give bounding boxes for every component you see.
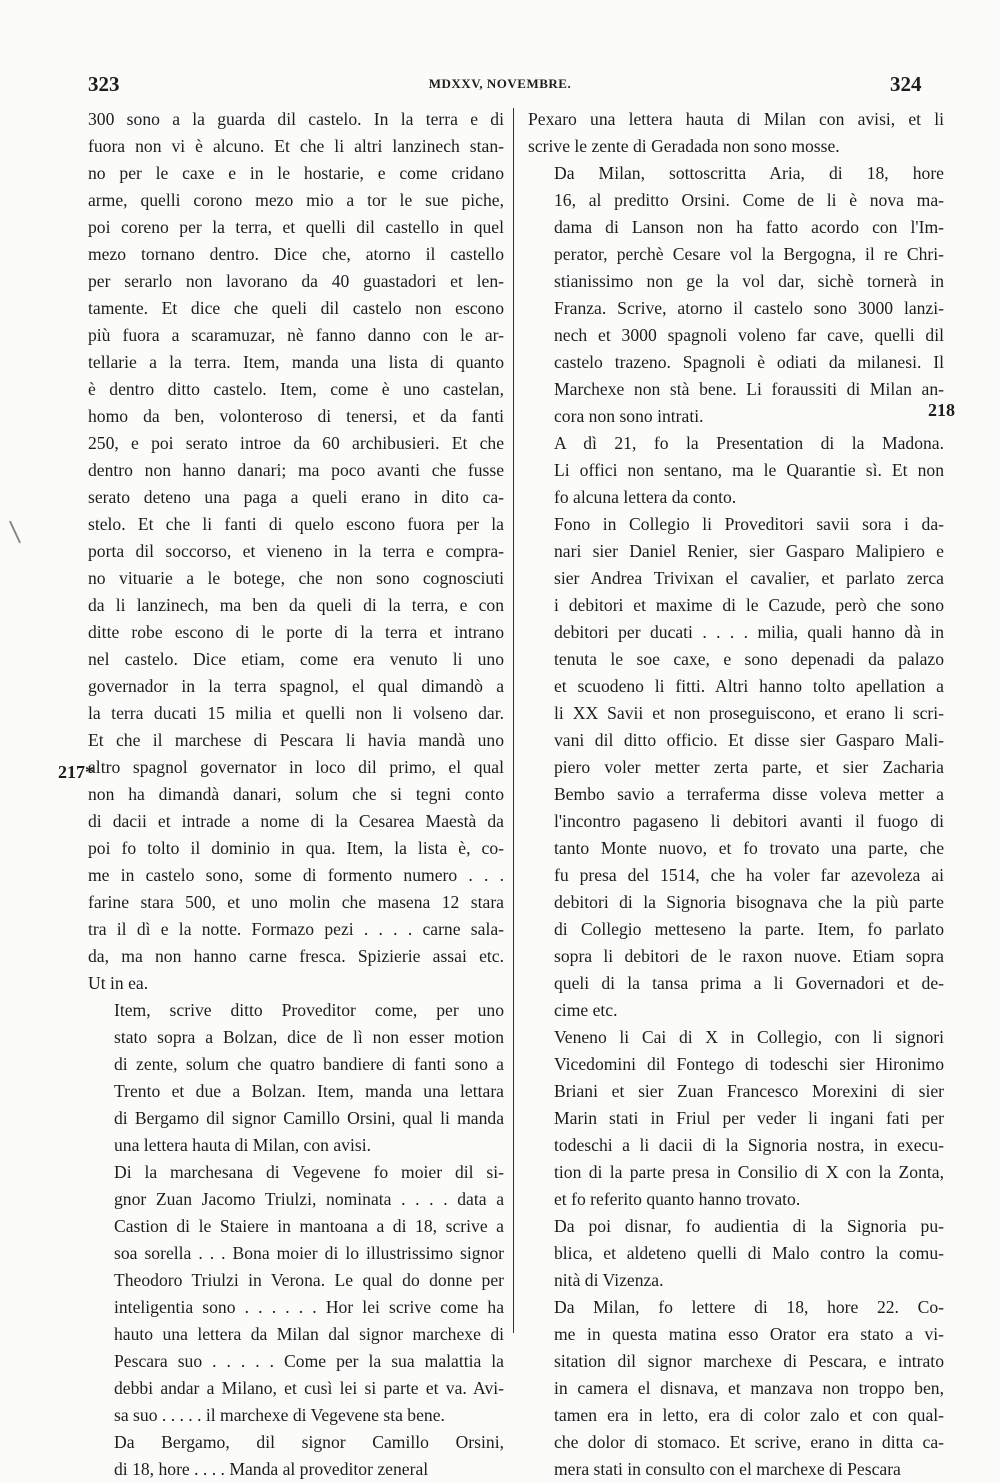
- text-line: tamen era in letto, era di color zalo et con qual-: [554, 1405, 944, 1425]
- text-line: di zente, solum che quatro bandiere di fanti sono a: [114, 1054, 504, 1074]
- text-line: Bembo savio a terraferma disse voleva metter a: [554, 784, 944, 804]
- text-line: Marin stati in Friul per veder li ingani fati per: [554, 1108, 944, 1128]
- text-line: cime etc.: [554, 1000, 618, 1020]
- text-line: fuora non vi è alcuno. Et che li altri lanzinech stan-: [88, 136, 504, 156]
- margin-note-left: 217*: [58, 762, 94, 782]
- text-line: per serarlo non lavorano da 40 guastadori et len-: [88, 271, 504, 291]
- text-line: scrive le zente di Geradada non sono mosse.: [528, 136, 840, 156]
- paragraph: [528, 1294, 944, 1483]
- text-line: Veneno li Cai di X in Collegio, con li signori: [554, 1027, 944, 1047]
- paragraph: [88, 1159, 504, 1429]
- text-line: inteligentia sono . . . . . . Hor lei scrive come ha: [114, 1297, 504, 1317]
- text-line: et scuodeno li fitti. Altri hanno tolto apellation a: [554, 676, 944, 696]
- text-line: mezo tornano dentro. Dice che, atorno il castello: [88, 244, 504, 264]
- text-line: è dentro ditto castelo. Item, come è uno castelan,: [88, 379, 504, 399]
- paragraph: [528, 160, 944, 430]
- text-line: soa sorella . . . Bona moier di lo illustrissimo signor: [114, 1243, 504, 1263]
- text-line: in camera el disnava, et manzava non troppo ben,: [554, 1378, 944, 1398]
- text-line: castelo trazeno. Spagnoli è odiati da milanesi. Il: [554, 352, 944, 372]
- text-line: Briani et sier Zuan Francesco Morexini di sier: [554, 1081, 944, 1101]
- text-line: cora non sono intrati.: [554, 406, 704, 426]
- text-line: 16, al preditto Orsini. Come de li è nova ma-: [554, 190, 944, 210]
- text-line: che dolor di stomaco. Et scrive, erano in ditta ca-: [554, 1432, 944, 1452]
- text-line: dama di Lanson non ha fatto acordo con l'Im-: [554, 217, 944, 237]
- text-line: Pexaro una lettera hauta di Milan con avisi, et li: [528, 109, 944, 129]
- text-line: l'incontro pagaseno li debitori avanti il fuogo di: [554, 811, 944, 831]
- text-line: Da Bergamo, dil signor Camillo Orsini,: [114, 1432, 504, 1452]
- paragraph: [88, 997, 504, 1159]
- text-line: Ut in ea.: [88, 973, 149, 993]
- text-line: Castion di le Staiere in mantoana a di 18, scrive a: [114, 1216, 504, 1236]
- text-line: Li offici non sentano, ma le Quarantie sì. Et non: [554, 460, 944, 480]
- text-line: nech et 3000 spagnoli voleno far cave, quelli dil: [554, 325, 944, 345]
- text-line: la terra ducati 15 milia et quelli non li volseno dar.: [88, 703, 504, 723]
- text-line: tra il dì e la notte. Formazo pezi . . . . carne sala-: [88, 919, 504, 939]
- text-line: no per le caxe e in le hostarie, e come cridano: [88, 163, 504, 183]
- text-line: hauto una lettera da Milan dal signor marchexe di: [114, 1324, 504, 1344]
- text-line: di dacii et intrade a nome di la Cesarea Maestà da: [88, 811, 504, 831]
- column-divider: [513, 108, 514, 1333]
- text-line: di Bergamo dil signor Camillo Orsini, qual li manda: [114, 1108, 504, 1128]
- text-line: da li lanzinech, ma ben da queli di la terra, e con: [88, 595, 504, 615]
- text-line: poi coreno per la terra, et quelli dil castello in quel: [88, 217, 504, 237]
- text-line: tion di la parte presa in Consilio di X con la Zonta,: [554, 1162, 944, 1182]
- paragraph: [528, 106, 944, 160]
- paragraph: [528, 511, 944, 1024]
- text-line: 300 sono a la guarda dil castelo. In la terra e di: [88, 109, 504, 129]
- text-line: Et che il marchese di Pescara li havia mandà uno: [88, 730, 504, 750]
- right-text-column: [528, 106, 944, 1483]
- stray-mark: [9, 521, 21, 544]
- text-line: Trento et due a Bolzan. Item, manda una lettara: [114, 1081, 504, 1101]
- text-line: queli di la tansa prima a li Governadori et de-: [554, 973, 944, 993]
- text-line: di 18, hore . . . . Manda al proveditor zeneral: [114, 1459, 429, 1479]
- text-line: stelo. Et che li fanti di quelo escono fuora per la: [88, 514, 504, 534]
- text-line: piero voler metter zerta parte, et sier Zacharia: [554, 757, 944, 777]
- text-line: vani dil ditto officio. Et disse sier Gasparo Mali-: [554, 730, 944, 750]
- text-line: debbi andar a Milano, et cusì lei si parte et va. Avi-: [114, 1378, 504, 1398]
- text-line: altro spagnol governator in loco dil primo, el qual: [88, 757, 504, 777]
- text-line: blica, et aldeteno quelli di Malo contro la comu-: [554, 1243, 944, 1263]
- text-line: poi fo tolto il dominio in qua. Item, la lista è, co-: [88, 838, 504, 858]
- text-line: tamente. Et dice che queli dil castelo non escono: [88, 298, 504, 318]
- paragraph: [528, 430, 944, 511]
- text-line: ditte robe escono di le porte di la terra et intrano: [88, 622, 504, 642]
- text-line: et fo referito quanto hanno trovato.: [554, 1189, 801, 1209]
- text-line: porta dil soccorso, et vieneno in la terra e compra-: [88, 541, 504, 561]
- text-line: nel castelo. Dice etiam, come era venuto li uno: [88, 649, 504, 669]
- text-line: mera stati in consulto con el marchexe di Pescara: [554, 1459, 901, 1479]
- text-line: Marchexe non stà bene. Li foraussiti di Milan an-: [554, 379, 944, 399]
- text-line: governador in la terra spagnol, el qual dimandò a: [88, 676, 504, 696]
- text-line: 250, e poi serato introe da 60 archibusieri. Et che: [88, 433, 504, 453]
- text-line: Vicedomini dil Fontego di todeschi sier Hironimo: [554, 1054, 944, 1074]
- text-line: tellarie a la terra. Item, manda una lista di quanto: [88, 352, 504, 372]
- text-line: farine stara 500, et uno molin che masena 12 stara: [88, 892, 504, 912]
- text-line: sa suo . . . . . il marchexe di Vegevene sta bene.: [114, 1405, 445, 1425]
- text-line: gnor Zuan Jacomo Triulzi, nominata . . . . data a: [114, 1189, 504, 1209]
- text-line: perator, perchè Cesare vol la Bergogna, il re Chri-: [554, 244, 944, 264]
- text-line: di Collegio metteseno la parte. Item, fo parlato: [554, 919, 944, 939]
- text-line: sier Andrea Trivixan el cavalier, et parlato zerca: [554, 568, 944, 588]
- text-line: Da Milan, fo lettere di 18, hore 22. Co-: [554, 1297, 944, 1317]
- text-line: Pescara suo . . . . . Come per la sua malattia la: [114, 1351, 504, 1371]
- text-line: serato deteno una paga a queli erano in dito ca-: [88, 487, 504, 507]
- text-line: homo da ben, volonteroso di tenersi, et da fanti: [88, 406, 504, 426]
- text-line: da, ma non hanno carne fresca. Spizierie assai etc.: [88, 946, 504, 966]
- text-line: stato sopra a Bolzan, dice de lì non esser motion: [114, 1027, 504, 1047]
- text-line: più fuora a scaramuzar, nè fanno danno con le ar-: [88, 325, 504, 345]
- text-line: arme, quelli corono mezo mio a tor le sue piche,: [88, 190, 504, 210]
- page-number-left: 323: [88, 72, 120, 96]
- text-line: Da Milan, sottoscritta Aria, di 18, hore: [554, 163, 944, 183]
- text-line: nità di Vizenza.: [554, 1270, 664, 1290]
- text-line: Theodoro Triulzi in Verona. Le qual do donne per: [114, 1270, 504, 1290]
- text-line: A dì 21, fo la Presentation di la Madona.: [554, 433, 944, 453]
- paragraph: [528, 1024, 944, 1213]
- text-line: sopra li debitori de le raxon nuove. Etiam sopra: [554, 946, 944, 966]
- margin-note-right: 218: [928, 400, 955, 420]
- running-head: MDXXV, NOVEMBRE.: [428, 76, 572, 91]
- text-line: li XX Savii et non proseguiscono, et erano li scri-: [554, 703, 944, 723]
- text-line: dentro non hanno danari; ma poco avanti che fusse: [88, 460, 504, 480]
- text-line: fu presa del 1514, che ha voler far azevoleza ai: [554, 865, 944, 885]
- text-line: Franza. Scrive, atorno il castelo sono 3000 lanzi-: [554, 298, 944, 318]
- text-line: Fono in Collegio li Proveditori savii sora i da-: [554, 514, 944, 534]
- text-line: nari sier Daniel Renier, sier Gasparo Malipiero e: [554, 541, 944, 561]
- text-line: i debitori et maxime di le Cazude, però che sono: [554, 595, 944, 615]
- paragraph: [88, 106, 504, 997]
- text-line: tanto Monte nuovo, et fo trovato una parte, che: [554, 838, 944, 858]
- text-line: stianissimo non ge la vol dar, sichè tornerà in: [554, 271, 944, 291]
- page-number-right: 324: [890, 72, 922, 96]
- text-line: debitori di la Signoria bisognava che la più parte: [554, 892, 944, 912]
- text-line: me in questa matina esso Orator era stato a vi-: [554, 1324, 944, 1344]
- paragraph: [528, 1213, 944, 1294]
- text-line: me in castelo sono, some di formento numero . . .: [88, 865, 504, 885]
- text-line: tenuta le soe caxe, e sono depenadi da palazo: [554, 649, 944, 669]
- text-line: todeschi a li dacii di la Signoria nostra, in execu-: [554, 1135, 944, 1155]
- text-line: no vituarie a le botege, che non sono cognosciuti: [88, 568, 504, 588]
- left-text-column: [88, 106, 504, 1483]
- text-line: sitation dil signor marchexe di Pescara, e intrato: [554, 1351, 944, 1371]
- paragraph: [88, 1429, 504, 1483]
- text-line: Di la marchesana di Vegevene fo moier dil si-: [114, 1162, 504, 1182]
- text-line: fo alcuna lettera da conto.: [554, 487, 737, 507]
- text-line: non ha dimandà danari, solum che si tegni conto: [88, 784, 504, 804]
- text-line: Da poi disnar, fo audientia di la Signoria pu-: [554, 1216, 944, 1236]
- text-line: una lettera hauta di Milan, con avisi.: [114, 1135, 371, 1155]
- text-line: debitori per ducati . . . . milia, quali hanno dà in: [554, 622, 944, 642]
- text-line: Item, scrive ditto Proveditor come, per uno: [114, 1000, 504, 1020]
